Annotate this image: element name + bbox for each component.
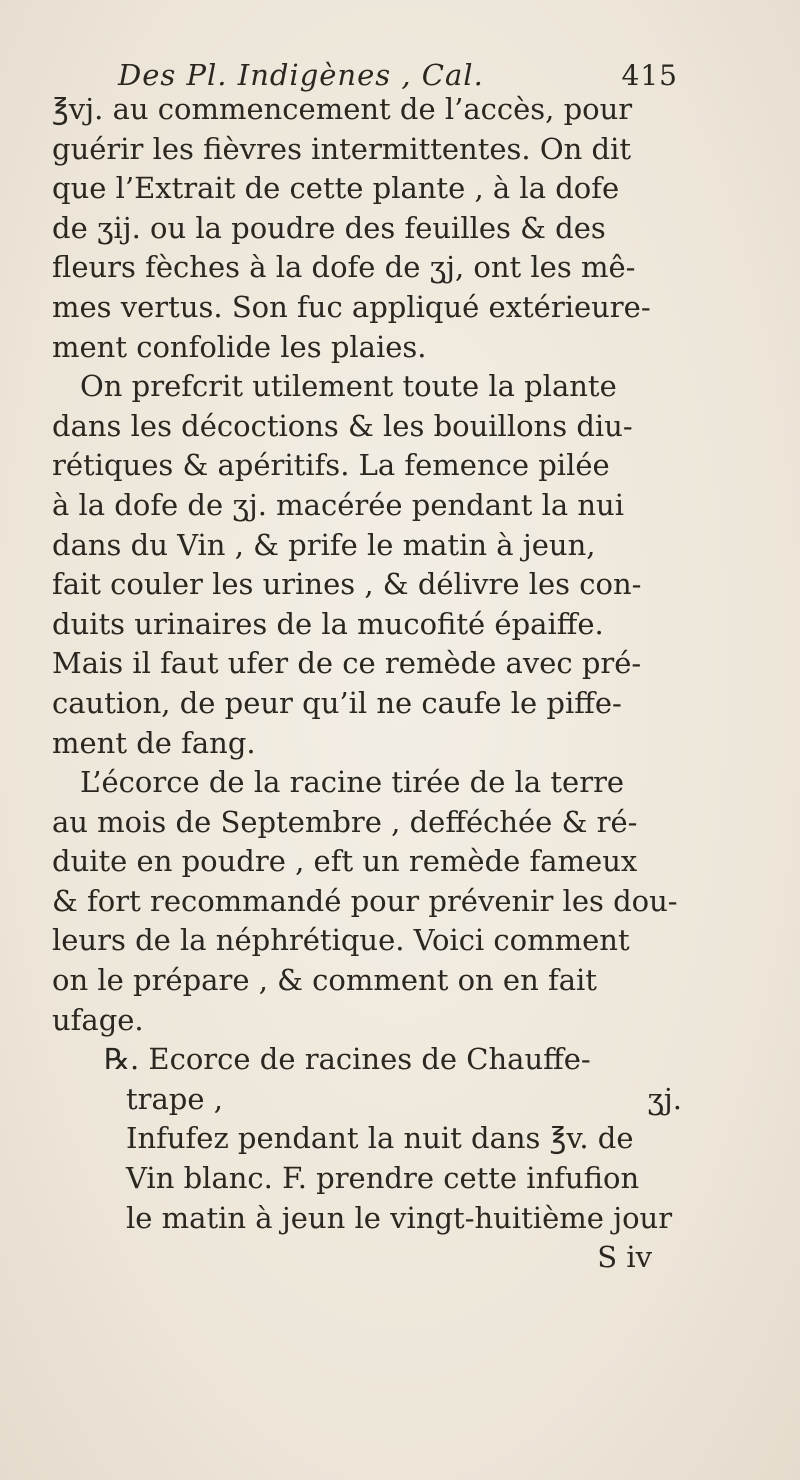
- text-line: duits urinaires de la mucofité épaiffe.: [52, 606, 604, 641]
- text-line: que l’Extrait de cette plante , à la dofe: [52, 171, 620, 206]
- text-line: ment de fang.: [52, 725, 256, 760]
- text-line: à la dofe de ʒj. macérée pendant la nui: [52, 487, 624, 522]
- body-text: [52, 90, 712, 1278]
- text-line: fait couler les urines , & délivre les con-: [52, 567, 642, 602]
- recipe-dose: ʒj.: [647, 1081, 682, 1116]
- recipe-line: Infufez pendant la nuit dans ℥v. de: [126, 1121, 634, 1156]
- recipe-ingredient-name: trape ,: [126, 1081, 223, 1116]
- recipe-ingredient: [52, 1080, 712, 1120]
- text-line: Mais il faut ufer de ce remède avec pré-: [52, 646, 642, 681]
- text-line: caution, de peur qu’il ne caufe le piffe-: [52, 685, 622, 720]
- text-line: duite en poudre , eft un remède fameux: [52, 844, 638, 879]
- text-line: ℥vj. au commencement de l’accès, pour: [52, 92, 633, 126]
- running-title: Des Pl. Indigènes , Cal.: [118, 58, 484, 92]
- recipe-line: ℞. Ecorce de racines de Chauffe-: [104, 1042, 591, 1077]
- text-line: de ʒij. ou la poudre des feuilles & des: [52, 210, 606, 245]
- text-line: leurs de la néphrétique. Voici comment: [52, 923, 630, 958]
- running-header: [118, 58, 678, 92]
- text-line: guérir les fièvres intermittentes. On dit: [52, 131, 632, 166]
- text-line: ment confolide les plaies.: [52, 329, 427, 364]
- signature-mark: S iv: [597, 1240, 652, 1275]
- text-line: mes vertus. Son fuc appliqué extérieure-: [52, 289, 651, 324]
- text-line: rétiques & apéritifs. La femence pilée: [52, 448, 610, 483]
- text-line: au mois de Septembre , defféchée & ré-: [52, 804, 638, 839]
- text-line: & fort recommandé pour prévenir les dou-: [52, 883, 678, 918]
- text-line: on le prépare , & comment on en fait: [52, 963, 597, 998]
- recipe-line: le matin à jeun le vingt-huitième jour: [126, 1200, 673, 1235]
- text-line: dans du Vin , & prife le matin à jeun,: [52, 527, 596, 562]
- paragraph-start: On prefcrit utilement toute la plante: [80, 369, 617, 404]
- text-line: fleurs fèches à la dofe de ʒj, ont les mê-: [52, 250, 636, 285]
- page-number: 415: [621, 59, 678, 92]
- text-line: dans les décoctions & les bouillons diu-: [52, 408, 633, 443]
- recipe-line: Vin blanc. F. prendre cette infufion: [126, 1161, 640, 1196]
- paragraph-start: L’écorce de la racine tirée de la terre: [80, 765, 625, 800]
- text-line: ufage.: [52, 1002, 144, 1037]
